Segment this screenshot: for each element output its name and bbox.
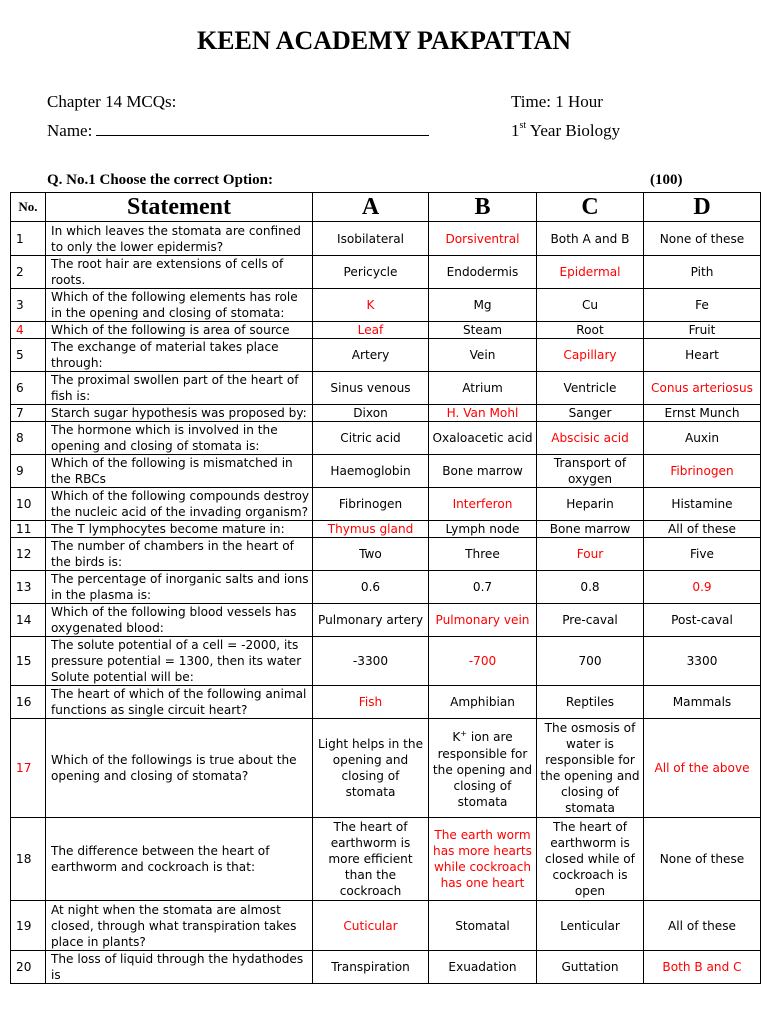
option-d: Heart (644, 339, 761, 372)
option-superscript: + (460, 729, 467, 739)
question-number: 1 (11, 222, 46, 256)
option-b-answer: Interferon (429, 488, 537, 521)
option-c: Root (537, 322, 644, 339)
question-statement: The root hair are extensions of cells of roots. (46, 256, 313, 289)
question-number: 19 (11, 901, 46, 951)
year-text: Year Biology (526, 121, 621, 140)
option-a: The heart of earthworm is more efficient than the cockroach (313, 818, 429, 901)
mcq-table (10, 192, 761, 984)
option-a: Pulmonary artery (313, 604, 429, 637)
header-a: A (313, 193, 429, 222)
option-a: Transpiration (313, 951, 429, 984)
option-b: Bone marrow (429, 455, 537, 488)
option-b-answer: Pulmonary vein (429, 604, 537, 637)
name-blank-line[interactable] (96, 121, 429, 136)
option-d-answer: Conus arteriosus (644, 372, 761, 405)
option-d-answer: All of the above (644, 719, 761, 818)
option-c: Bone marrow (537, 521, 644, 538)
option-b: Amphibian (429, 686, 537, 719)
header-d: D (644, 193, 761, 222)
page-title: KEEN ACADEMY PAKPATTAN (196, 26, 572, 55)
option-b: Steam (429, 322, 537, 339)
option-d: Five (644, 538, 761, 571)
option-a: Light helps in the opening and closing of stomata (313, 719, 429, 818)
option-c-answer: Epidermal (537, 256, 644, 289)
question-number: 7 (11, 405, 46, 422)
option-c: Sanger (537, 405, 644, 422)
option-a: Citric acid (313, 422, 429, 455)
option-d: Ernst Munch (644, 405, 761, 422)
option-a: Two (313, 538, 429, 571)
option-c: The osmosis of water is responsible for the opening and closing of stomata (537, 719, 644, 818)
question-statement: Starch sugar hypothesis was proposed by: (46, 405, 313, 422)
option-a-answer: K (313, 289, 429, 322)
option-c: Cu (537, 289, 644, 322)
question-number: 12 (11, 538, 46, 571)
option-a: Sinus venous (313, 372, 429, 405)
option-d: All of these (644, 901, 761, 951)
table-row (11, 538, 761, 571)
option-b: Oxaloacetic acid (429, 422, 537, 455)
question-statement: At night when the stomata are almost closed, through what transpiration takes place in plants? (46, 901, 313, 951)
table-row (11, 289, 761, 322)
table-row (11, 422, 761, 455)
option-a-answer: Leaf (313, 322, 429, 339)
option-b-answer: The earth worm has more hearts while cockroach has one heart (429, 818, 537, 901)
table-row (11, 571, 761, 604)
header-c: C (537, 193, 644, 222)
option-a-answer: Cuticular (313, 901, 429, 951)
question-number: 11 (11, 521, 46, 538)
question-statement: The proximal swollen part of the heart of fish is: (46, 372, 313, 405)
table-row (11, 488, 761, 521)
question-statement: The heart of which of the following animal functions as single circuit heart? (46, 686, 313, 719)
option-d-answer: 0.9 (644, 571, 761, 604)
option-d: Mammals (644, 686, 761, 719)
table-row (11, 818, 761, 901)
table-header-row (11, 193, 761, 222)
year-superscript: st (519, 120, 527, 131)
table-row (11, 719, 761, 818)
question-statement: The difference between the heart of earthworm and cockroach is that: (46, 818, 313, 901)
option-d-answer: Both B and C (644, 951, 761, 984)
option-b: Mg (429, 289, 537, 322)
header-no: No. (11, 193, 46, 222)
option-b (429, 719, 537, 818)
question-number: 14 (11, 604, 46, 637)
question-statement: Which of the following elements has role in the opening and closing of stomata: (46, 289, 313, 322)
option-d: All of these (644, 521, 761, 538)
question-statement: Which of the following is area of source (46, 322, 313, 339)
question-statement: The hormone which is involved in the opening and closing of stomata is: (46, 422, 313, 455)
option-b-answer: Dorsiventral (429, 222, 537, 256)
option-c: 0.8 (537, 571, 644, 604)
question-statement: The loss of liquid through the hydathodes is (46, 951, 313, 984)
question-number: 10 (11, 488, 46, 521)
question-statement: Which of the following compounds destroy the nucleic acid of the invading organism? (46, 488, 313, 521)
option-a: -3300 (313, 637, 429, 686)
option-a: 0.6 (313, 571, 429, 604)
option-b: Stomatal (429, 901, 537, 951)
option-d: Histamine (644, 488, 761, 521)
name-label: Name: (47, 121, 93, 140)
table-row (11, 951, 761, 984)
question-statement: Which of the followings is true about the opening and closing of stomata? (46, 719, 313, 818)
header-statement: Statement (46, 193, 313, 222)
option-c: Both A and B (537, 222, 644, 256)
option-c: The heart of earthworm is closed while of cockroach is open (537, 818, 644, 901)
table-row (11, 222, 761, 256)
option-c-answer: Capillary (537, 339, 644, 372)
option-d: Fruit (644, 322, 761, 339)
option-a: Isobilateral (313, 222, 429, 256)
question-number: 4 (11, 322, 46, 339)
option-a-answer: Thymus gland (313, 521, 429, 538)
option-d: Auxin (644, 422, 761, 455)
option-c: Lenticular (537, 901, 644, 951)
question-statement: The T lymphocytes become mature in: (46, 521, 313, 538)
table-row (11, 637, 761, 686)
option-b: Exuadation (429, 951, 537, 984)
table-row (11, 372, 761, 405)
table-row (11, 322, 761, 339)
option-b: Atrium (429, 372, 537, 405)
question-label: Q. No.1 Choose the correct Option: (47, 172, 273, 188)
question-marks: (100) (650, 172, 683, 188)
question-statement: In which leaves the stomata are confined to only the lower epidermis? (46, 222, 313, 256)
option-b-answer: H. Van Mohl (429, 405, 537, 422)
question-number: 3 (11, 289, 46, 322)
option-a: Pericycle (313, 256, 429, 289)
table-row (11, 686, 761, 719)
option-d: None of these (644, 818, 761, 901)
question-statement: The number of chambers in the heart of the birds is: (46, 538, 313, 571)
question-statement: The exchange of material takes place through: (46, 339, 313, 372)
option-a: Haemoglobin (313, 455, 429, 488)
option-c: Pre-caval (537, 604, 644, 637)
option-d: Pith (644, 256, 761, 289)
question-number: 5 (11, 339, 46, 372)
option-c: Guttation (537, 951, 644, 984)
option-d-answer: Fibrinogen (644, 455, 761, 488)
option-c: Heparin (537, 488, 644, 521)
option-c: Reptiles (537, 686, 644, 719)
question-number: 17 (11, 719, 46, 818)
table-row (11, 339, 761, 372)
question-number: 6 (11, 372, 46, 405)
option-b: 0.7 (429, 571, 537, 604)
question-statement: Which of the following is mismatched in the RBCs (46, 455, 313, 488)
time-label: Time: 1 Hour (511, 92, 603, 111)
year-label (511, 121, 620, 141)
option-d: 3300 (644, 637, 761, 686)
option-b: Three (429, 538, 537, 571)
question-statement: The percentage of inorganic salts and ions in the plasma is: (46, 571, 313, 604)
question-number: 18 (11, 818, 46, 901)
option-a: Dixon (313, 405, 429, 422)
year-number: 1 (511, 121, 520, 140)
question-number: 8 (11, 422, 46, 455)
option-c: Ventricle (537, 372, 644, 405)
table-row (11, 405, 761, 422)
question-statement: Which of the following blood vessels has oxygenated blood: (46, 604, 313, 637)
question-number: 9 (11, 455, 46, 488)
option-a: Fibrinogen (313, 488, 429, 521)
option-b: Vein (429, 339, 537, 372)
question-number: 2 (11, 256, 46, 289)
table-row (11, 455, 761, 488)
name-field (47, 121, 429, 141)
header-b: B (429, 193, 537, 222)
option-c-answer: Abscisic acid (537, 422, 644, 455)
question-number: 13 (11, 571, 46, 604)
question-statement: The solute potential of a cell = -2000, its pressure potential = 1300, then its water Solute potential will be: (46, 637, 313, 686)
question-number: 20 (11, 951, 46, 984)
table-row (11, 521, 761, 538)
table-row (11, 901, 761, 951)
option-c: Transport of oxygen (537, 455, 644, 488)
option-b: Endodermis (429, 256, 537, 289)
option-text: ion are responsible for the opening and closing of stomata (432, 730, 533, 809)
option-d: Fe (644, 289, 761, 322)
chapter-label: Chapter 14 MCQs: (47, 92, 177, 111)
option-d: Post-caval (644, 604, 761, 637)
option-c: 700 (537, 637, 644, 686)
question-number: 16 (11, 686, 46, 719)
table-row (11, 256, 761, 289)
option-text: K (452, 730, 461, 745)
option-c-answer: Four (537, 538, 644, 571)
table-row (11, 604, 761, 637)
option-a: Artery (313, 339, 429, 372)
option-b-answer: -700 (429, 637, 537, 686)
question-number: 15 (11, 637, 46, 686)
option-a-answer: Fish (313, 686, 429, 719)
option-b: Lymph node (429, 521, 537, 538)
option-d: None of these (644, 222, 761, 256)
